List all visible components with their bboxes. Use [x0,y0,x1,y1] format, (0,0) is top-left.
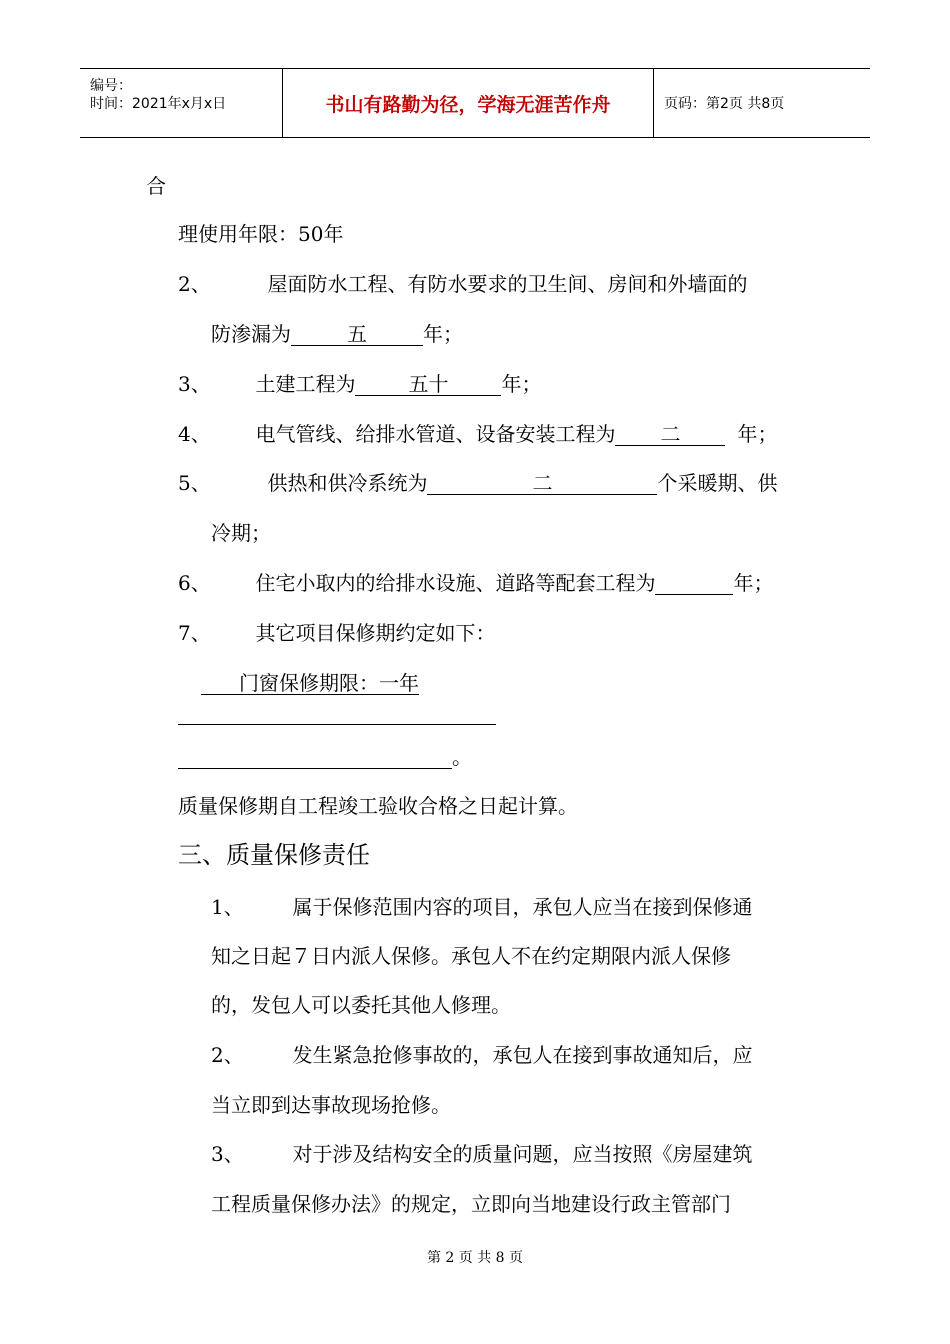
fill-value: 二 [615,423,725,446]
item-text: 电气管线、给排水管道、设备安装工程为 [255,422,616,446]
header-meta-cell [80,69,283,137]
header-motto: 书山有路勤为径，学海无涯苦作舟 [283,69,654,137]
s3-item-1-cont: 的，发包人可以委托其他人修理。 [211,993,511,1017]
s3-item-2-cont: 当立即到达事故现场抢修。 [211,1093,451,1117]
text-line: 合 [146,174,166,198]
list-item-2 [178,272,747,296]
list-item-6 [178,571,773,595]
list-item-7 [178,621,495,645]
list-item-5 [178,471,777,495]
page-footer: 第 2 页 共 8 页 [426,1250,524,1266]
item-text: 发生紧急抢修事故的，承包人在接到事故通知后，应 [292,1043,753,1067]
item-text: 供热和供冷系统为 [267,471,428,495]
item-text: 年； [423,322,463,346]
item-text: 土建工程为 [255,372,356,396]
s3-item-1 [211,895,752,919]
list-item-5-cont: 冷期； [211,521,271,545]
s3-item-3-cont: 工程质量保修办法》的规定，立即向当地建设行政主管部门 [211,1192,731,1216]
item-text: 年； [737,422,778,446]
page-header [80,68,870,138]
s3-item-1-cont: 知之日起７日内派人保修。承包人不在约定期限内派人保修 [211,944,731,968]
fill-value: 五 [291,323,423,346]
item-number: 2、 [211,1043,244,1067]
item-text: 住宅小取内的给排水设施、道路等配套工程为 [255,571,656,595]
section-3-title: 三、质量保修责任 [178,841,370,869]
s3-item-2 [211,1043,752,1067]
list-item-2-cont [211,322,463,346]
item-number: 2、 [178,272,211,296]
item-number: 3、 [178,372,211,396]
code-label: 编号： [90,78,132,94]
item-text: 年； [501,372,542,396]
item-number: 4、 [178,422,211,446]
item-number: 1、 [211,895,244,919]
item-text: 个采暖期、供 [657,471,778,495]
item-7-value-line [201,671,419,695]
fill-blank-line [178,722,496,725]
fill-blank-line-end [178,745,472,769]
fill-blank [178,746,452,769]
item-text: 防渗漏为 [211,322,291,346]
fill-value: 五十 [355,373,501,396]
item-text: 。 [452,745,472,769]
text-line: 理使用年限：50年 [178,222,344,246]
fill-value: 二 [427,472,657,495]
item-text: 年； [733,571,774,595]
item-text: 屋面防水工程、有防水要求的卫生间、房间和外墙面的 [267,272,748,296]
s3-item-3 [211,1142,752,1166]
item-number: 6、 [178,571,211,595]
list-item-3 [178,372,541,396]
item-text: 属于保修范围内容的项目，承包人应当在接到保修通 [292,895,753,919]
fill-value: 门窗保修期限：一年 [201,672,419,695]
item-number: 5、 [178,471,211,495]
calc-note: 质量保修期自工程竣工验收合格之日起计算。 [178,794,578,818]
item-text: 对于涉及结构安全的质量问题，应当按照《房屋建筑 [292,1142,753,1166]
list-item-4 [178,422,777,446]
item-number: 7、 [178,621,211,645]
fill-blank [655,572,733,595]
time-label: 时间：2021年x月x日 [90,96,227,112]
header-page-info: 页码：第2页 共8页 [664,96,785,112]
item-number: 3、 [211,1142,244,1166]
item-text: 其它项目保修期约定如下： [255,621,496,645]
